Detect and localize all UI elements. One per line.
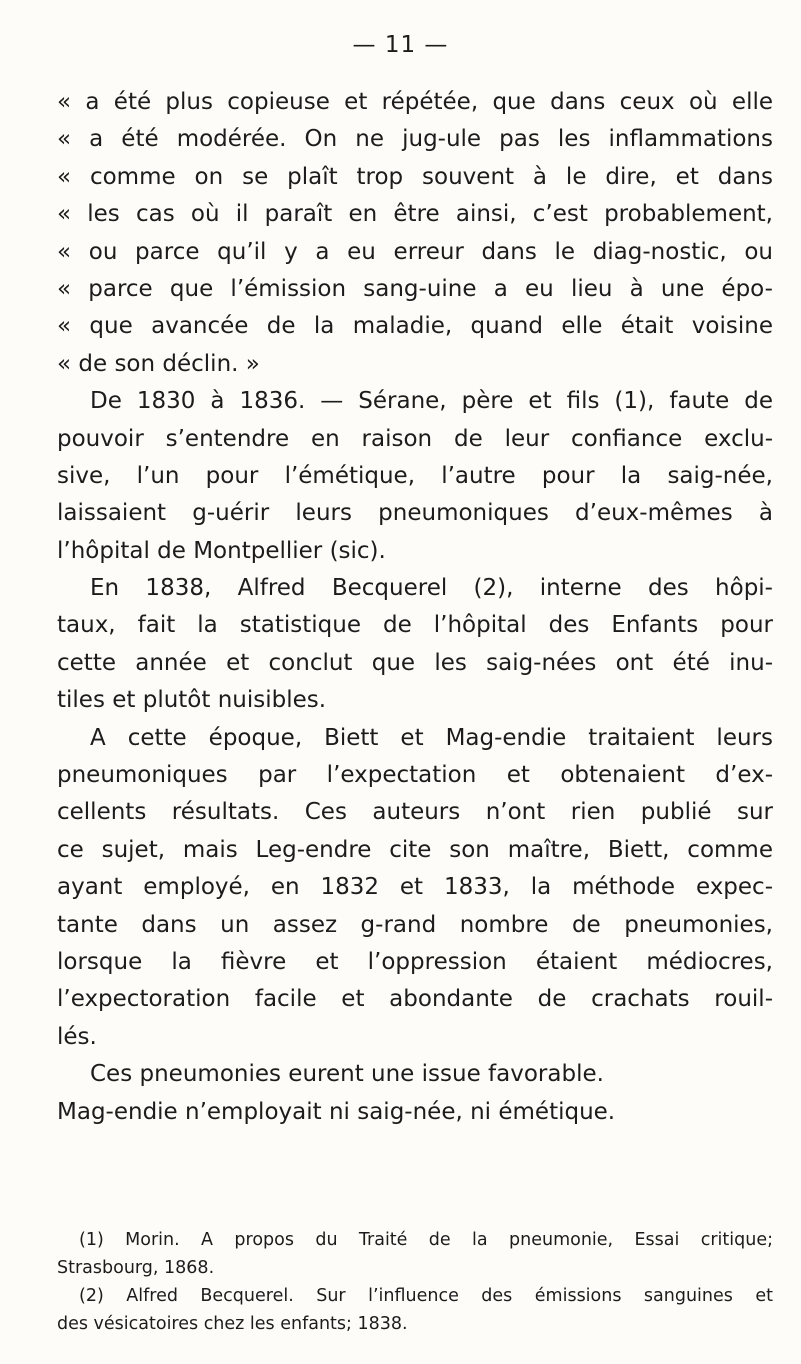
- text-line: pneumoniques par l’expectation et obtenaient d’ex-: [57, 762, 773, 789]
- text-line: l’expectoration facile et abondante de crachats rouil-: [57, 986, 773, 1013]
- text-line: ce sujet, mais Leg‑endre cite son maître, Biett, comme: [57, 836, 773, 863]
- text-line: ayant employé, en 1832 et 1833, la méthode expec-: [57, 874, 773, 901]
- text-line: « parce que l’émission sang‑uine a eu lieu à une épo-: [57, 275, 773, 302]
- text-line: « comme on se plaît trop souvent à le dire, et dans: [57, 163, 773, 190]
- text-line: « a été plus copieuse et répétée, que dans ceux où elle: [57, 89, 773, 115]
- text-line: lés.: [57, 1023, 97, 1050]
- text-line: De 1830 à 1836. — Sérane, père et fils (1), faute de: [90, 388, 773, 415]
- footnotes: [57, 1226, 773, 1338]
- text-line: l’hôpital de Montpellier (sic).: [57, 537, 386, 564]
- text-line: A cette époque, Biett et Mag‑endie traitaient leurs: [90, 724, 773, 751]
- text-line: « de son déclin. »: [57, 350, 260, 377]
- footnote-line: des vésicatoires chez les enfants; 1838.: [57, 1314, 408, 1334]
- text-line: Ces pneumonies eurent une issue favorable.: [90, 1061, 604, 1088]
- text-line: sive, l’un pour l’émétique, l’autre pour la saig‑née,: [57, 462, 773, 489]
- body-text: [57, 84, 773, 1131]
- text-line: cette année et conclut que les saig‑nées ont été inu-: [57, 649, 773, 676]
- footnote-line: Strasbourg, 1868.: [57, 1258, 215, 1278]
- text-line: « que avancée de la maladie, quand elle était voisine: [57, 313, 773, 340]
- text-line: tante dans un assez g‑rand nombre de pneumonies,: [57, 911, 773, 938]
- text-line: « a été modérée. On ne jug‑ule pas les inflammations: [57, 126, 773, 153]
- text-line: Mag‑endie n’employait ni saig‑née, ni émétique.: [57, 1098, 616, 1125]
- footnote-line: (1) Morin. A propos du Traité de la pneumonie, Essai critique;: [79, 1230, 773, 1250]
- text-line: « ou parce qu’il y a eu erreur dans le diag‑nostic, ou: [57, 238, 773, 265]
- text-line: En 1838, Alfred Becquerel (2), interne des hôpi-: [90, 575, 773, 602]
- text-line: tiles et plutôt nuisibles.: [57, 687, 327, 714]
- text-line: « les cas où il paraît en être ainsi, c’est probablement,: [57, 201, 773, 228]
- page-number: — 11 —: [352, 32, 449, 58]
- text-line: cellents résultats. Ces auteurs n’ont rien publié sur: [57, 799, 773, 826]
- footnote-line: (2) Alfred Becquerel. Sur l’influence des émissions sanguines et: [79, 1286, 773, 1306]
- text-line: pouvoir s’entendre en raison de leur confiance exclu-: [57, 425, 773, 452]
- text-line: lorsque la fièvre et l’oppression étaient médiocres,: [57, 948, 773, 975]
- text-line: laissaient g‑uérir leurs pneumoniques d’eux-mêmes à: [57, 500, 773, 527]
- text-line: taux, fait la statistique de l’hôpital des Enfants pour: [57, 612, 773, 639]
